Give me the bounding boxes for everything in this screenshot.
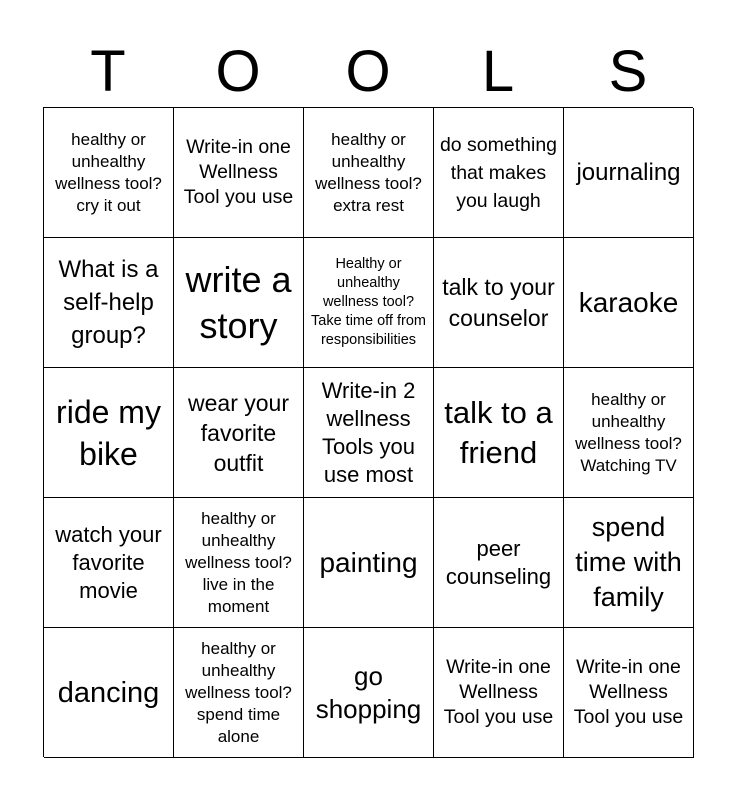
bingo-cell[interactable] — [44, 498, 174, 628]
bingo-cell[interactable] — [564, 238, 694, 368]
cell-text: dancing — [57, 676, 160, 709]
bingo-cell[interactable] — [174, 628, 304, 758]
cell-text: karaoke — [578, 286, 679, 318]
header-letter-t: T — [90, 39, 126, 104]
bingo-cell[interactable] — [434, 368, 564, 498]
bingo-cell[interactable] — [304, 108, 434, 238]
header-letter-s: S — [608, 39, 648, 104]
cell-text: talk to a friend — [444, 394, 553, 470]
cell-text: Write-in one Wellness Tool you use — [183, 136, 294, 208]
cell-text: healthy or unhealthy wellness tool? live in the moment — [185, 508, 292, 616]
bingo-cell[interactable] — [44, 238, 174, 368]
bingo-cell[interactable] — [44, 368, 174, 498]
bingo-cell[interactable] — [434, 498, 564, 628]
cell-text: What is a self-help group? — [58, 256, 159, 349]
cell-text: write a story — [185, 258, 292, 346]
bingo-board — [43, 107, 693, 757]
bingo-cell[interactable] — [564, 628, 694, 758]
bingo-cell[interactable] — [434, 108, 564, 238]
cell-text: peer counseling — [445, 535, 552, 589]
cell-text: healthy or unhealthy wellness tool? spend time alone — [185, 638, 292, 746]
bingo-cell[interactable] — [174, 238, 304, 368]
cell-text: spend time with family — [575, 512, 682, 612]
bingo-cell[interactable] — [304, 368, 434, 498]
cell-text: go shopping — [315, 660, 422, 724]
bingo-cell[interactable] — [434, 238, 564, 368]
cell-text: healthy or unhealthy wellness tool? cry it out — [55, 129, 162, 215]
bingo-cell[interactable] — [304, 498, 434, 628]
cell-text: Write-in one Wellness Tool you use — [573, 656, 684, 728]
cell-text: journaling — [576, 159, 681, 186]
bingo-cell[interactable] — [44, 108, 174, 238]
cell-text: Write-in 2 wellness Tools you use most — [321, 377, 416, 487]
cell-text: healthy or unhealthy wellness tool? extra rest — [315, 129, 422, 215]
bingo-cell[interactable] — [564, 108, 694, 238]
cell-text: watch your favorite movie — [55, 521, 162, 603]
bingo-cell[interactable] — [564, 368, 694, 498]
cell-text: Healthy or unhealthy wellness tool? Take time off from responsibilities — [311, 256, 426, 348]
bingo-header — [43, 40, 693, 104]
header-letter-l: L — [481, 39, 515, 104]
bingo-cell[interactable] — [564, 498, 694, 628]
header-letter-o-second: O — [345, 39, 391, 104]
cell-text: wear your favorite outfit — [188, 389, 289, 476]
bingo-cell[interactable] — [174, 498, 304, 628]
bingo-cell[interactable] — [44, 628, 174, 758]
cell-text: Write-in one Wellness Tool you use — [443, 656, 554, 728]
bingo-cell[interactable] — [174, 108, 304, 238]
cell-text: ride my bike — [56, 393, 161, 472]
cell-text: healthy or unhealthy wellness tool? Watching TV — [575, 389, 682, 475]
cell-text: do something that makes you laugh — [439, 133, 558, 212]
bingo-cell[interactable] — [304, 628, 434, 758]
bingo-cell[interactable] — [304, 238, 434, 368]
bingo-cell[interactable] — [174, 368, 304, 498]
cell-text: painting — [319, 546, 418, 578]
cell-text: talk to your counselor — [442, 273, 555, 331]
header-letter-o-first: O — [215, 39, 261, 104]
bingo-cell[interactable] — [434, 628, 564, 758]
